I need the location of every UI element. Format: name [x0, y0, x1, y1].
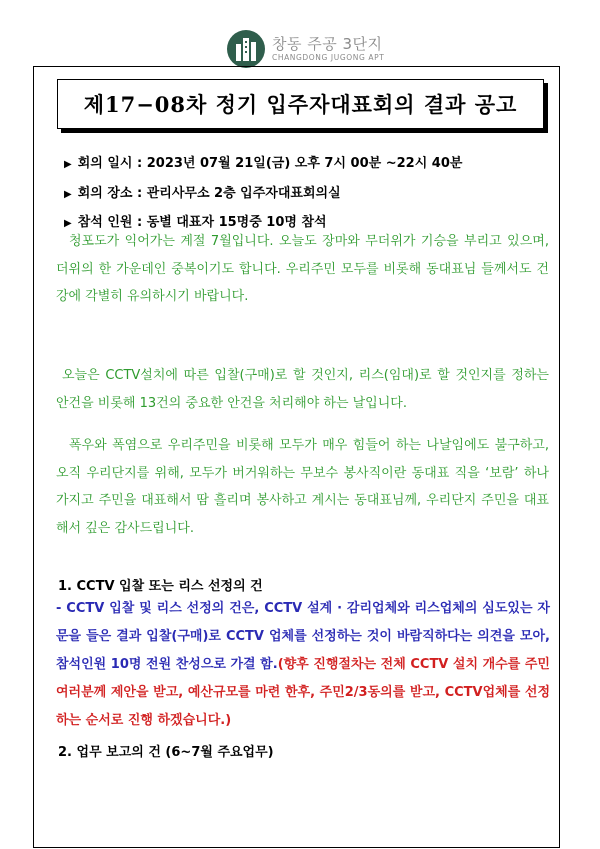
info-meeting-place: ▶ 회의 장소 : 관리사무소 2층 입주자대표회의실: [64, 186, 341, 201]
triangle-bullet-icon: ▶: [64, 159, 72, 170]
agenda-item-1-result: - CCTV 입찰 및 리스 선정의 건은, CCTV 설계 · 감리업체와 리스업체의 심도있는 자문을 들은 결과 입찰(구매)로 CCTV 업체를 선정하는 것이 바람직하다는 의견을 모아, 참석인원 10명 전원 찬성으로 가결 함.: [56, 601, 550, 672]
info-value: 관리사무소 2층 입주자대표회의실: [146, 186, 341, 201]
info-meeting-date: ▶ 회의 일시 : 2023년 07월 21일(금) 오후 7시 00분 ~22시 40분: [64, 156, 463, 171]
logo-subtitle: CHANGDONG JUGONG APT: [272, 53, 385, 62]
building-logo-icon: [226, 29, 266, 69]
apartment-logo: [226, 27, 384, 71]
agenda-item-1-note: (향후 진행절차는 전체 CCTV 설치 개수를 주민여러분께 제안을 받고, 예산규모를 마련 한후, 주민2/3동의를 받고, CCTV업체를 선정하는 순서로 진행 하겠습니다.): [56, 657, 550, 728]
notice-title: 제17−08차 정기 입주자대표회의 결과 공고: [83, 92, 518, 117]
info-label: 참석 인원: [77, 215, 133, 230]
info-attendance: ▶ 참석 인원 : 동별 대표자 15명중 10명 참석: [64, 215, 327, 230]
info-label: 회의 일시: [77, 156, 133, 171]
info-value: 2023년 07월 21일(금) 오후 7시 00분 ~22시 40분: [146, 156, 463, 171]
agenda-item-1-title: 1. CCTV 입찰 또는 리스 선정의 건: [58, 579, 263, 594]
greeting-paragraph-2: 오늘은 CCTV설치에 따른 입찰(구매)로 할 것인지, 리스(임대)로 할 것인지를 정하는 안건을 비롯해 13건의 중요한 안건을 처리해야 하는 날입니다.: [56, 368, 549, 411]
triangle-bullet-icon: ▶: [64, 218, 72, 229]
triangle-bullet-icon: ▶: [64, 189, 72, 200]
info-value: 동별 대표자 15명중 10명 참석: [146, 215, 327, 230]
notice-title-box: [57, 79, 544, 129]
greeting-paragraph-1: 청포도가 익어가는 계절 7월입니다. 오늘도 장마와 무더위가 기승을 부리고 있으며, 더위의 한 가운데인 중복이기도 합니다. 우리주민 모두를 비롯해 동대표님 들께서도 건강에 각별히 유의하시기 바랍니다.: [56, 234, 549, 304]
agenda-item-2-title: 2. 업무 보고의 건 (6~7월 주요업무): [58, 745, 274, 760]
info-label: 회의 장소: [77, 186, 133, 201]
agenda-item-1-detail: [56, 595, 550, 735]
greeting-paragraph-3: 폭우와 폭염으로 우리주민을 비롯해 모두가 매우 힘들어 하는 나날임에도 불구하고, 오직 우리단지를 위해, 모두가 버거워하는 무보수 봉사직이란 동대표 직을 ‘보람’ 하나 가지고 주민을 대표해서 땀 흘리며 봉사하고 계시는 동대표님께, 우리단지 주민을 대표해서 깊은 감사드립니다.: [56, 438, 549, 536]
logo-name: 창동 주공 3단지: [272, 35, 383, 53]
